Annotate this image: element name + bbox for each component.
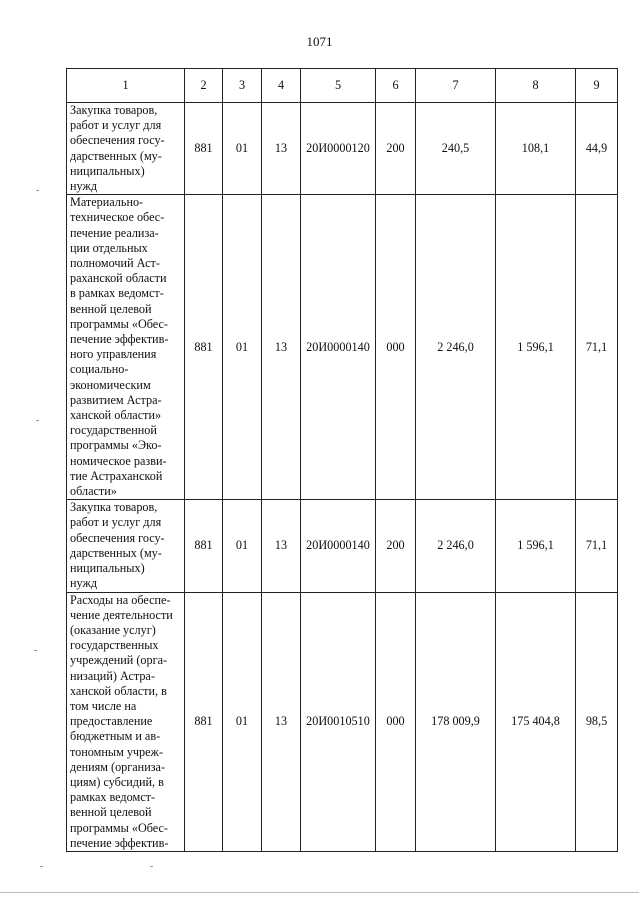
scan-speck xyxy=(150,866,153,867)
desc-line: в рамках ведомст- xyxy=(70,286,164,301)
desc-line: печение эффектив- xyxy=(70,332,169,347)
header-cell: 4 xyxy=(262,69,301,103)
subsection-code: 13 xyxy=(262,103,301,195)
scan-speck xyxy=(40,866,43,867)
executed-amount: 1 596,1 xyxy=(496,195,576,500)
target-article: 20И0000140 xyxy=(301,500,376,592)
expense-type: 000 xyxy=(376,592,416,851)
desc-line: ции отдельных xyxy=(70,240,148,255)
executed-amount: 175 404,8 xyxy=(496,592,576,851)
desc-line: программы «Обес- xyxy=(70,316,168,331)
desc-line: Закупка товаров, xyxy=(70,103,158,117)
execution-percent: 71,1 xyxy=(576,195,618,500)
planned-amount: 2 246,0 xyxy=(416,195,496,500)
desc-line: Закупка товаров, xyxy=(70,500,158,515)
section-code: 01 xyxy=(223,103,262,195)
desc-line: номическое разви- xyxy=(70,453,167,468)
desc-line: дарственных (му- xyxy=(70,148,162,163)
target-article: 20И0010510 xyxy=(301,592,376,851)
desc-line: техническое обес- xyxy=(70,210,165,225)
target-article: 20И0000140 xyxy=(301,195,376,500)
expense-type: 200 xyxy=(376,103,416,195)
expense-type: 200 xyxy=(376,500,416,592)
row-description xyxy=(67,592,185,851)
subsection-code: 13 xyxy=(262,195,301,500)
desc-line: печение эффектив- xyxy=(70,835,169,850)
desc-line: тие Астраханской xyxy=(70,468,163,483)
scan-speck xyxy=(36,420,39,421)
desc-line: ханской области, в xyxy=(70,683,167,698)
section-code: 01 xyxy=(223,195,262,500)
desc-line: раханской области xyxy=(70,271,167,286)
desc-line: рамках ведомст- xyxy=(70,790,156,805)
target-article: 20И0000120 xyxy=(301,103,376,195)
header-cell: 9 xyxy=(576,69,618,103)
desc-line: циям) субсидий, в xyxy=(70,774,164,789)
subsection-code: 13 xyxy=(262,592,301,851)
desc-line: ниципальных) xyxy=(70,163,145,178)
header-cell: 1 xyxy=(67,69,185,103)
desc-line: венной целевой xyxy=(70,805,152,820)
scan-edge-line xyxy=(0,892,639,893)
desc-line: работ и услуг для xyxy=(70,118,162,133)
ministry-code: 881 xyxy=(185,103,223,195)
expense-type: 000 xyxy=(376,195,416,500)
desc-line: государственных xyxy=(70,638,159,653)
desc-line: экономическим xyxy=(70,377,151,392)
row-description xyxy=(67,500,185,592)
header-cell: 6 xyxy=(376,69,416,103)
desc-line: государственной xyxy=(70,423,157,438)
budget-table xyxy=(66,68,618,852)
page-number: 1071 xyxy=(306,34,333,49)
desc-line: венной целевой xyxy=(70,301,152,316)
header-row xyxy=(67,69,618,103)
scan-speck xyxy=(34,650,37,651)
table-row xyxy=(67,500,618,592)
subsection-code: 13 xyxy=(262,500,301,592)
desc-line: чение деятельности xyxy=(70,607,173,622)
desc-line: работ и услуг для xyxy=(70,515,162,530)
section-code: 01 xyxy=(223,592,262,851)
desc-line: дениям (организа- xyxy=(70,759,166,774)
desc-line: обеспечения госу- xyxy=(70,133,165,148)
execution-percent: 98,5 xyxy=(576,592,618,851)
desc-line: обеспечения госу- xyxy=(70,530,165,545)
desc-line: дарственных (му- xyxy=(70,545,162,560)
row-description xyxy=(67,195,185,500)
desc-line: ниципальных) xyxy=(70,561,145,576)
execution-percent: 71,1 xyxy=(576,500,618,592)
ministry-code: 881 xyxy=(185,500,223,592)
header-cell: 2 xyxy=(185,69,223,103)
ministry-code: 881 xyxy=(185,195,223,500)
desc-line: области» xyxy=(70,484,117,499)
desc-line: Расходы на обеспе- xyxy=(70,592,171,607)
executed-amount: 108,1 xyxy=(496,103,576,195)
header-cell: 8 xyxy=(496,69,576,103)
desc-line: том числе на xyxy=(70,698,137,713)
table-row xyxy=(67,592,618,851)
desc-line: нужд xyxy=(70,179,98,194)
desc-line: печение реализа- xyxy=(70,225,159,240)
desc-line: социально- xyxy=(70,362,129,377)
desc-line: Материально- xyxy=(70,195,144,210)
header-cell: 3 xyxy=(223,69,262,103)
scan-speck xyxy=(36,190,39,191)
planned-amount: 2 246,0 xyxy=(416,500,496,592)
planned-amount: 178 009,9 xyxy=(416,592,496,851)
row-description xyxy=(67,103,185,195)
desc-line: развитием Астра- xyxy=(70,392,162,407)
table-row xyxy=(67,195,618,500)
desc-line: предоставление xyxy=(70,714,153,729)
desc-line: тономным учреж- xyxy=(70,744,164,759)
desc-line: учреждений (орга- xyxy=(70,653,168,668)
execution-percent: 44,9 xyxy=(576,103,618,195)
desc-line: ханской области» xyxy=(70,408,162,423)
desc-line: бюджетным и ав- xyxy=(70,729,161,744)
executed-amount: 1 596,1 xyxy=(496,500,576,592)
desc-line: программы «Эко- xyxy=(70,438,162,453)
section-code: 01 xyxy=(223,500,262,592)
desc-line: нужд xyxy=(70,576,98,591)
desc-line: низаций) Астра- xyxy=(70,668,155,683)
desc-line: ного управления xyxy=(70,347,157,362)
desc-line: (оказание услуг) xyxy=(70,622,156,637)
planned-amount: 240,5 xyxy=(416,103,496,195)
ministry-code: 881 xyxy=(185,592,223,851)
header-cell: 7 xyxy=(416,69,496,103)
header-cell: 5 xyxy=(301,69,376,103)
table-row xyxy=(67,103,618,195)
desc-line: полномочий Аст- xyxy=(70,256,160,271)
desc-line: программы «Обес- xyxy=(70,820,168,835)
